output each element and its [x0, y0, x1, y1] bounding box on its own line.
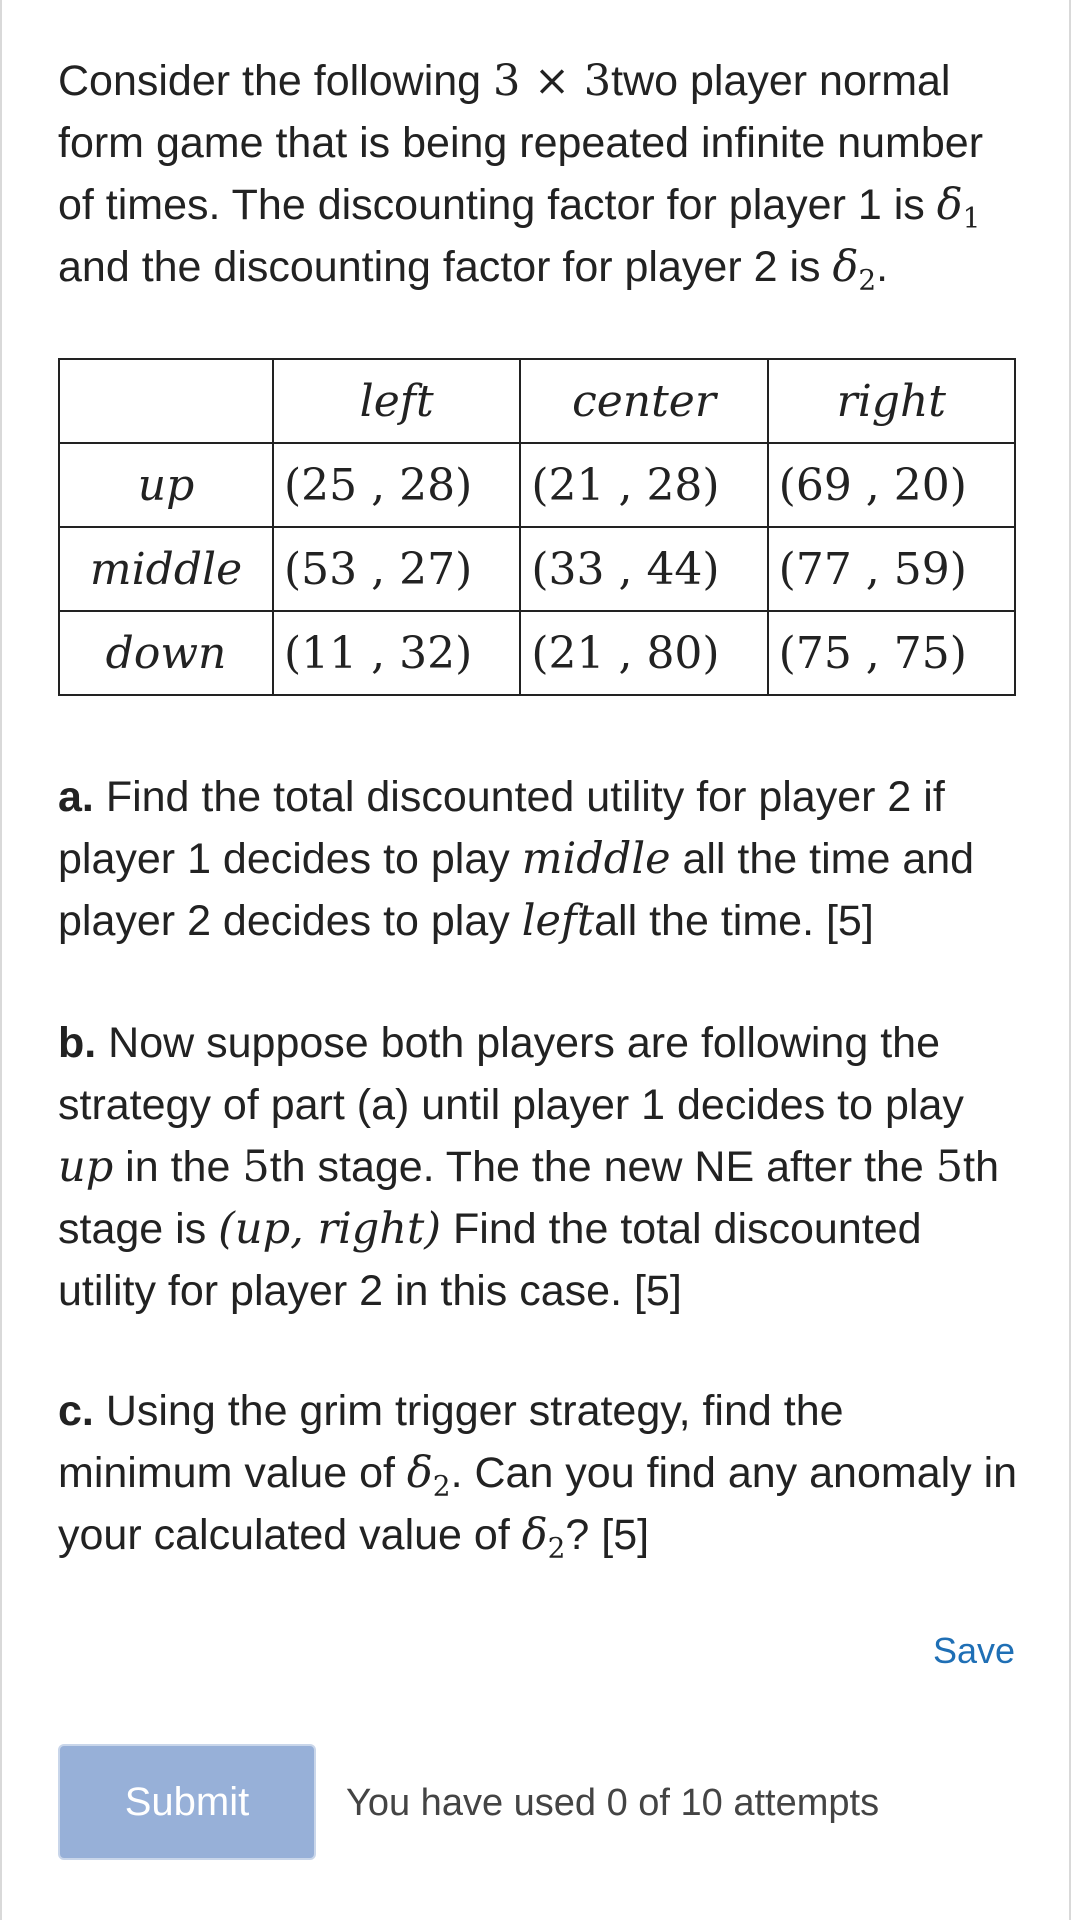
payoff-cell: (25 , 28)	[273, 443, 520, 527]
question-c-text-2: . Can you find any anomaly in your calculated value of	[58, 1449, 1018, 1559]
question-a	[58, 766, 1018, 952]
intro-text-2: two player normal form game that is being repeated infinite number of times. The discounting factor for player 1 is	[58, 57, 984, 229]
payoff-cell: (75 , 75)	[768, 611, 1015, 695]
question-c-text-1: Using the grim trigger strategy, find the minimum value of	[58, 1387, 844, 1497]
question-b-math-up: up	[58, 1142, 114, 1192]
intro-text-4: .	[876, 243, 889, 291]
question-b-text-5: Find the total discounted utility for player 2 in this case. [5]	[58, 1205, 922, 1315]
question-b-text-2: in the	[113, 1143, 243, 1191]
question-b-text-4: th stage is	[58, 1143, 1000, 1253]
question-c-label: c.	[58, 1387, 94, 1435]
delta-symbol: δ	[832, 242, 859, 292]
payoff-cell: (21 , 80)	[520, 611, 767, 695]
delta-symbol: δ	[521, 1510, 548, 1560]
question-c-text-3: ? [5]	[565, 1511, 650, 1559]
column-header-left: left	[273, 359, 520, 443]
question-b	[58, 1012, 1018, 1322]
question-a-math-left: left	[521, 896, 595, 946]
intro-text-1: Consider the following	[58, 57, 482, 105]
corner-cell	[59, 359, 273, 443]
question-a-label: a.	[58, 773, 94, 821]
table-row	[59, 443, 1015, 527]
column-header-right: right	[768, 359, 1015, 443]
delta-symbol: δ	[406, 1448, 433, 1498]
payoff-cell: (11 , 32)	[273, 611, 520, 695]
question-intro	[58, 50, 1018, 298]
delta-symbol: δ	[936, 180, 963, 230]
header-row	[59, 359, 1015, 443]
question-b-math-5b: 5	[935, 1142, 964, 1192]
delta-subscript-2: 2	[858, 263, 877, 297]
question-a-text-3: all the time. [5]	[594, 897, 874, 945]
question-b-label: b.	[58, 1019, 97, 1067]
question-c	[58, 1380, 1018, 1566]
payoff-cell: (21 , 28)	[520, 443, 767, 527]
delta-subscript-1: 1	[962, 201, 981, 235]
submit-button[interactable]: Submit	[58, 1744, 316, 1860]
question-b-math-5: 5	[242, 1142, 270, 1192]
question-b-text-3: th stage. The the new NE after the	[269, 1143, 936, 1191]
table-row	[59, 527, 1015, 611]
payoff-cell: (69 , 20)	[768, 443, 1015, 527]
column-header-center: center	[520, 359, 767, 443]
intro-math-dimension: 3 × 3	[493, 56, 612, 106]
row-header-down: down	[59, 611, 273, 695]
question-b-text-1: Now suppose both players are following the strategy of part (a) until player 1 decides to play	[58, 1019, 964, 1129]
question-a-math-middle: middle	[521, 834, 671, 884]
attempts-status: You have used 0 of 10 attempts	[346, 1782, 880, 1824]
payoff-cell: (77 , 59)	[768, 527, 1015, 611]
delta-subscript-2: 2	[432, 1469, 451, 1503]
table-row	[59, 611, 1015, 695]
row-header-up: up	[59, 443, 273, 527]
question-a-text-2: all the time and player 2 decides to play	[58, 835, 975, 945]
save-link[interactable]: Save	[932, 1630, 1015, 1671]
payoff-matrix	[58, 358, 1016, 696]
row-header-middle: middle	[59, 527, 273, 611]
question-b-math-up-right: (up, right)	[218, 1204, 442, 1254]
question-a-text-1: Find the total discounted utility for player 2 if player 1 decides to play	[58, 773, 945, 883]
payoff-cell: (33 , 44)	[520, 527, 767, 611]
intro-text-3: and the discounting factor for player 2 is	[58, 243, 821, 291]
delta-subscript-2: 2	[547, 1531, 566, 1565]
payoff-cell: (53 , 27)	[273, 527, 520, 611]
